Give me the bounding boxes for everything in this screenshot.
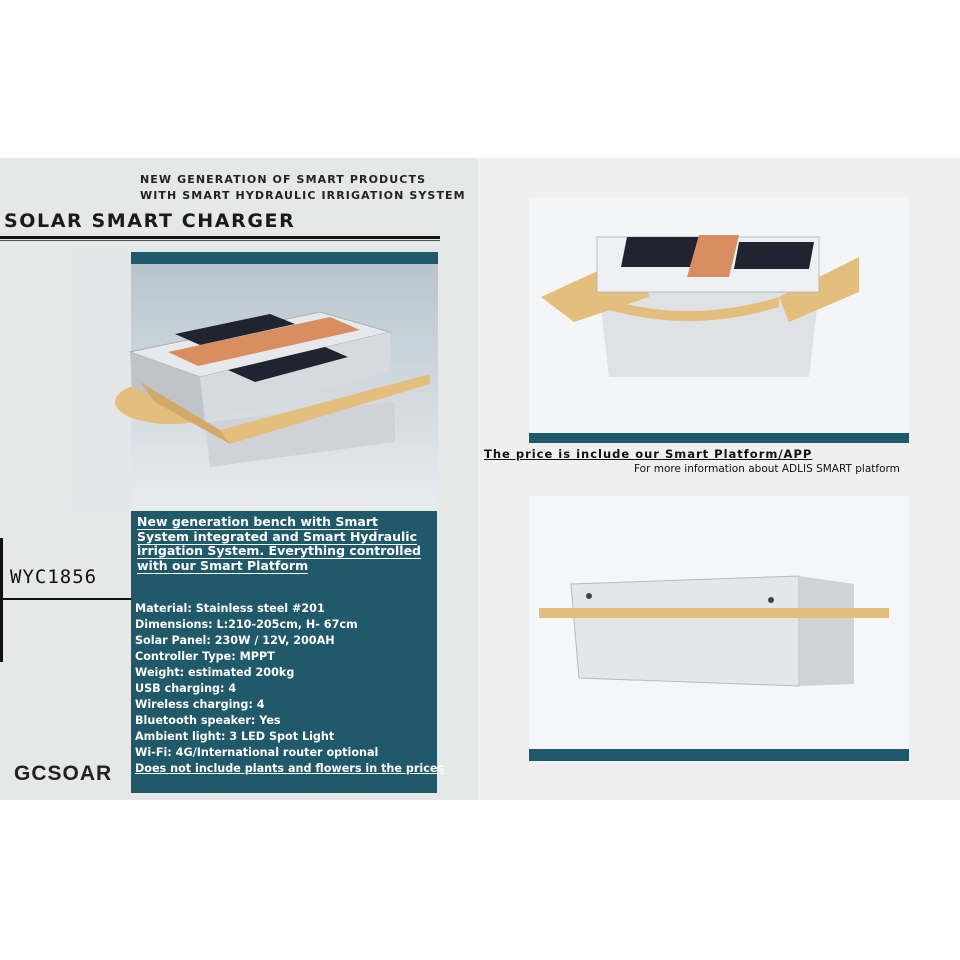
- spec-heading-line-3: irrigation System. Everything controlled: [137, 543, 422, 558]
- spec-wifi: Wi-Fi: 4G/International router optional: [135, 746, 379, 759]
- product-image-top-view: [529, 197, 909, 443]
- info-note: For more information about ADLIS SMART platform: [634, 463, 900, 475]
- brand-logo: GCSOAR: [14, 762, 113, 785]
- spec-weight: Weight: estimated 200kg: [135, 666, 295, 679]
- price-note: The price is include our Smart Platform/APP: [484, 447, 813, 461]
- spec-wireless: Wireless charging: 4: [135, 698, 265, 711]
- spec-heading-line-4: with our Smart Platform: [137, 557, 309, 573]
- spec-bluetooth: Bluetooth speaker: Yes: [135, 714, 281, 727]
- spec-ambient-light: Ambient light: 3 LED Spot Light: [135, 730, 335, 743]
- spec-material: Material: Stainless steel #201: [135, 602, 325, 615]
- headline-line-1: NEW GENERATION OF SMART PRODUCTS: [140, 173, 427, 186]
- model-bracket-vertical: [0, 538, 3, 662]
- model-bracket-horizontal: [0, 598, 131, 600]
- product-image-side-view: [529, 496, 909, 761]
- spec-panel: [131, 511, 445, 793]
- spec-note: Does not include plants and flowers in the prices: [135, 762, 445, 775]
- bench-side-illustration: [529, 496, 909, 749]
- spec-heading-line-2: System integrated and Smart Hydraulic: [137, 528, 417, 544]
- title-rule-thin: [0, 240, 440, 241]
- headline-line-2: WITH SMART HYDRAULIC IRRIGATION SYSTEM: [140, 189, 466, 202]
- title-rule: [0, 236, 440, 239]
- bench-illustration: [70, 252, 438, 510]
- product-image-main: [70, 252, 438, 510]
- model-code: WYC1856: [10, 566, 98, 588]
- spec-solar-panel: Solar Panel: 230W / 12V, 200AH: [135, 634, 335, 647]
- spec-heading: [137, 515, 433, 573]
- page-title: SOLAR SMART CHARGER: [4, 210, 296, 232]
- spec-heading-line-1: New generation bench with Smart: [137, 514, 378, 529]
- spec-dimensions: Dimensions: L:210-205cm, H- 67cm: [135, 618, 358, 631]
- bench-top-illustration: [529, 197, 909, 433]
- spec-usb: USB charging: 4: [135, 682, 237, 695]
- spec-list: [135, 601, 445, 777]
- spec-controller: Controller Type: MPPT: [135, 650, 275, 663]
